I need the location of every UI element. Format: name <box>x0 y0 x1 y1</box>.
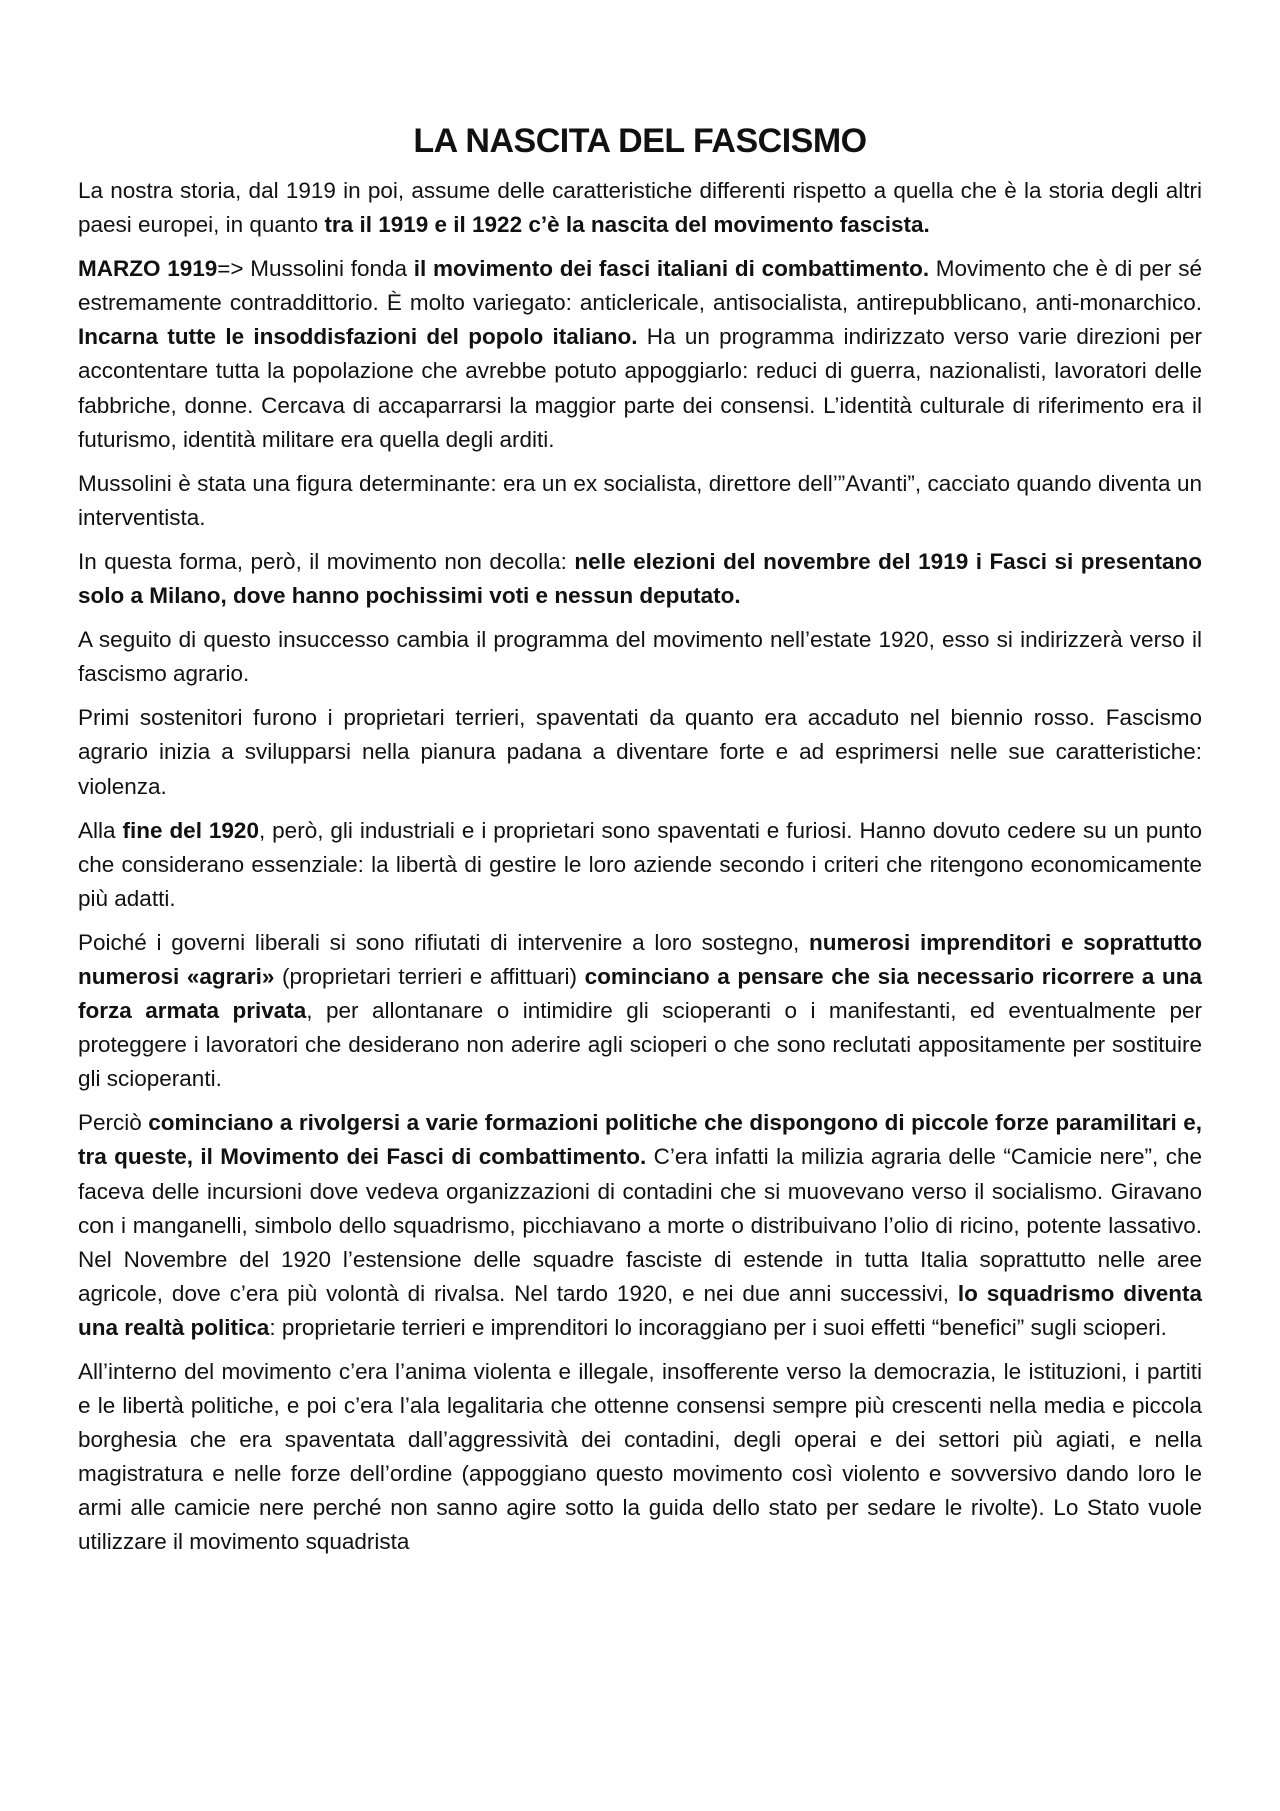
paragraph <box>78 252 1202 457</box>
bold-text: lo squadrismo diventa una realtà politica <box>78 1280 1202 1340</box>
paragraph <box>78 545 1202 613</box>
text-run: Mussolini è stata una figura determinante: era un ex socialista, direttore dell’”Avanti”, cacciato quando diventa un interventista. <box>78 470 1202 530</box>
paragraph <box>78 623 1202 691</box>
text-run: Movimento che è di per sé estremamente contraddittorio. È molto variegato: anticlericale, antisocialista, antirepubblicano, anti-monarchico. <box>78 256 1202 316</box>
paragraph-list <box>78 174 1202 1560</box>
text-run: Poiché i governi liberali si sono rifiutati di intervenire a loro sostegno, <box>78 929 809 955</box>
text-run: => Mussolini fonda <box>217 256 414 282</box>
text-run: (proprietari terrieri e affittuari) <box>274 963 585 989</box>
paragraph <box>78 1355 1202 1560</box>
page-title: LA NASCITA DEL FASCISMO <box>413 122 867 160</box>
bold-text: numerosi imprenditori e soprattutto numerosi «agrari» <box>78 929 1202 989</box>
text-run: Ha un programma indirizzato verso varie direzioni per accontentare tutta la popolazione che avrebbe potuto appoggiarlo: reduci di guerra, nazionalisti, lavoratori delle fabbriche, donne. Cercava di accaparrarsi la maggior parte dei consensi. L’identità culturale di riferimento era il futurismo, identità militare era quella degli arditi. <box>78 324 1202 452</box>
bold-text: nelle elezioni del novembre del 1919 i Fasci si presentano solo a Milano, dove hanno pochissimi voti e nessun deputato. <box>78 548 1202 609</box>
text-run: La nostra storia, dal 1919 in poi, assume delle caratteristiche differenti rispetto a quella che è la storia degli altri paesi europei, in quanto <box>78 178 1202 238</box>
bold-text: Incarna tutte le insoddisfazioni del popolo italiano. <box>78 324 638 350</box>
paragraph <box>78 174 1202 242</box>
bold-text: tra il 1919 e il 1922 c’è la nascita del movimento fascista. <box>324 212 930 238</box>
text-run: In questa forma, però, il movimento non decolla: <box>78 548 575 574</box>
paragraph <box>78 701 1202 803</box>
paragraph <box>78 814 1202 916</box>
paragraph <box>78 467 1202 535</box>
text-run: : proprietarie terrieri e imprenditori lo incoraggiano per i suoi effetti “benefici” sugli scioperi. <box>269 1314 1167 1340</box>
document-body <box>78 118 1202 1570</box>
text-run: Primi sostenitori furono i proprietari terrieri, spaventati da quanto era accaduto nel biennio rosso. Fascismo agrario inizia a svilupparsi nella pianura padana a diventare forte e ad esprimersi nelle sue caratteristiche: violenza. <box>78 705 1202 799</box>
text-run: C’era infatti la milizia agraria delle “Camicie nere”, che faceva delle incursioni dove vedeva organizzazioni di contadini che si muovevano verso il socialismo. Giravano con i manganelli, simbolo dello squadrismo, picchiavano a morte o distribuivano l’olio di ricino, potente lassativo. Nel Novembre del 1920 l’estensione delle squadre fasciste di estende in tutta Italia soprattutto nelle aree agricole, dove c’era più volontà di rivalsa. Nel tardo 1920, e nei due anni successivi, <box>78 1144 1202 1306</box>
text-run: , però, gli industriali e i proprietari sono spaventati e furiosi. Hanno dovuto cedere su un punto che considerano essenziale: la libertà di gestire le loro aziende secondo i criteri che ritengono economicamente più adatti. <box>78 817 1202 911</box>
bold-text: MARZO 1919 <box>78 256 218 282</box>
bold-text: fine del 1920 <box>122 817 259 843</box>
text-run: , per allontanare o intimidire gli scioperanti o i manifestanti, ed eventualmente per proteggere i lavoratori che desiderano non aderire agli scioperi o che sono reclutati appositamente per sostituire gli scioperanti. <box>78 998 1202 1092</box>
text-run: All’interno del movimento c’era l’anima violenta e illegale, insofferente verso la democrazia, le istituzioni, i partiti e le libertà politiche, e poi c’era l’ala legalitaria che ottenne consensi sempre più crescenti nella media e piccola borghesia che era spaventata dall’aggressività dei contadini, degli operai e dei settori più agiati, e nella magistratura e nelle forze dell’ordine (appoggiano questo movimento così violento e sovversivo dando loro le armi alle camicie nere perché non sanno agire sotto la guida dello stato per sedare le rivolte). Lo Stato vuole utilizzare il movimento squadrista <box>78 1359 1202 1555</box>
text-run: Perciò <box>78 1110 149 1136</box>
text-run: A seguito di questo insuccesso cambia il programma del movimento nell’estate 1920, esso si indirizzerà verso il fascismo agrario. <box>78 627 1202 687</box>
paragraph <box>78 926 1202 1096</box>
text-run: Alla <box>78 817 123 843</box>
paragraph <box>78 1106 1202 1345</box>
bold-text: cominciano a rivolgersi a varie formazioni politiche che dispongono di piccole forze paramilitari e, tra queste, il Movimento dei Fasci di combattimento. <box>78 1110 1202 1170</box>
bold-text: cominciano a pensare che sia necessario ricorrere a una forza armata privata <box>78 963 1202 1024</box>
bold-text: il movimento dei fasci italiani di combattimento. <box>413 256 930 282</box>
